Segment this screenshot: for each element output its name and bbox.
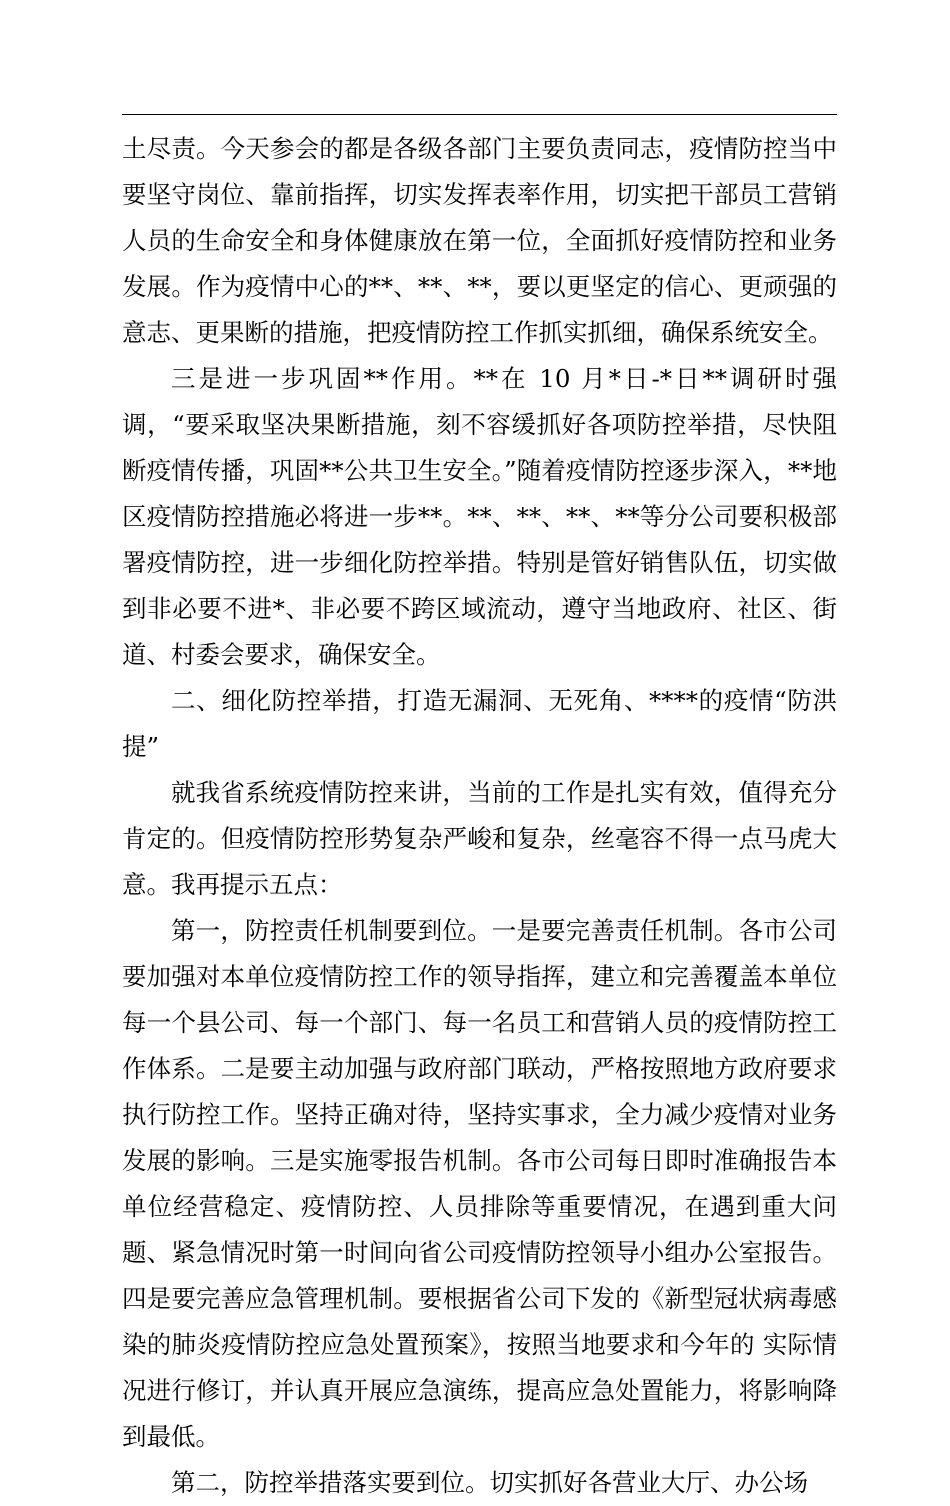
document-body xyxy=(122,126,837,1506)
section-heading-two: 二、细化防控举措，打造无漏洞、无死角、****的疫情“防洪提” xyxy=(122,686,837,761)
paragraph-continuation: 土尽责。今天参会的都是各级各部门主要负责同志，疫情防控当中要坚守岗位、靠前指挥，切实发挥表率作用，切实把干部员工营销人员的生命安全和身体健康放在第一位，全面抓好疫情防控和业务发展。作为疫情中心的**、**、**，要以更坚定的信心、更顽强的意志、更果断的措施，把疫情防控工作抓实抓细，确保系统安全。 xyxy=(122,134,837,347)
paragraph-province-overview: 就我省系统疫情防控来讲，当前的工作是扎实有效，值得充分肯定的。但疫情防控形势复杂严峻和复杂，丝毫容不得一点马虎大意。我再提示五点： xyxy=(122,778,837,899)
paragraph-consolidate-role: 三是进一步巩固**作用。**在 10 月*日-*日**调研时强调，“要采取坚决果断措施，刻不容缓抓好各项防控举措，尽快阻断疫情传播，巩固**公共卫生安全。”随着疫情防控逐步深入，**地区疫情防控措施必将进一步**。**、**、**、**等分公司要积极部署疫情防控，进一步细化防控举措。特别是管好销售队伍，切实做到非必要不进*、非必要不跨区域流动，遵守当地政府、社区、街道、村委会要求，确保安全。 xyxy=(122,364,837,669)
header-rule xyxy=(122,114,837,115)
paragraph-point-one: 第一，防控责任机制要到位。一是要完善责任机制。各市公司要加强对本单位疫情防控工作的领导指挥，建立和完善覆盖本单位每一个县公司、每一个部门、每一名员工和营销人员的疫情防控工作体系。二是要主动加强与政府部门联动，严格按照地方政府要求执行防控工作。坚持正确对待，坚持实事求，全力减少疫情对业务发展的影响。三是实施零报告机制。各市公司每日即时准确报告本单位经营稳定、疫情防控、人员排除等重要情况，在遇到重大问题、紧急情况时第一时间向省公司疫情防控领导小组办公室报告。四是要完善应急管理机制。要根据省公司下发的《新型冠状病毒感染的肺炎疫情防控应急处置预案》，按照当地要求和今年的 实际情况进行修订，并认真开展应急演练，提高应急处置能力，将影响降到最低。 xyxy=(122,916,837,1451)
paragraph-point-two: 第二，防控举措落实要到位。切实抓好各营业大厅、办公场 xyxy=(171,1468,808,1497)
